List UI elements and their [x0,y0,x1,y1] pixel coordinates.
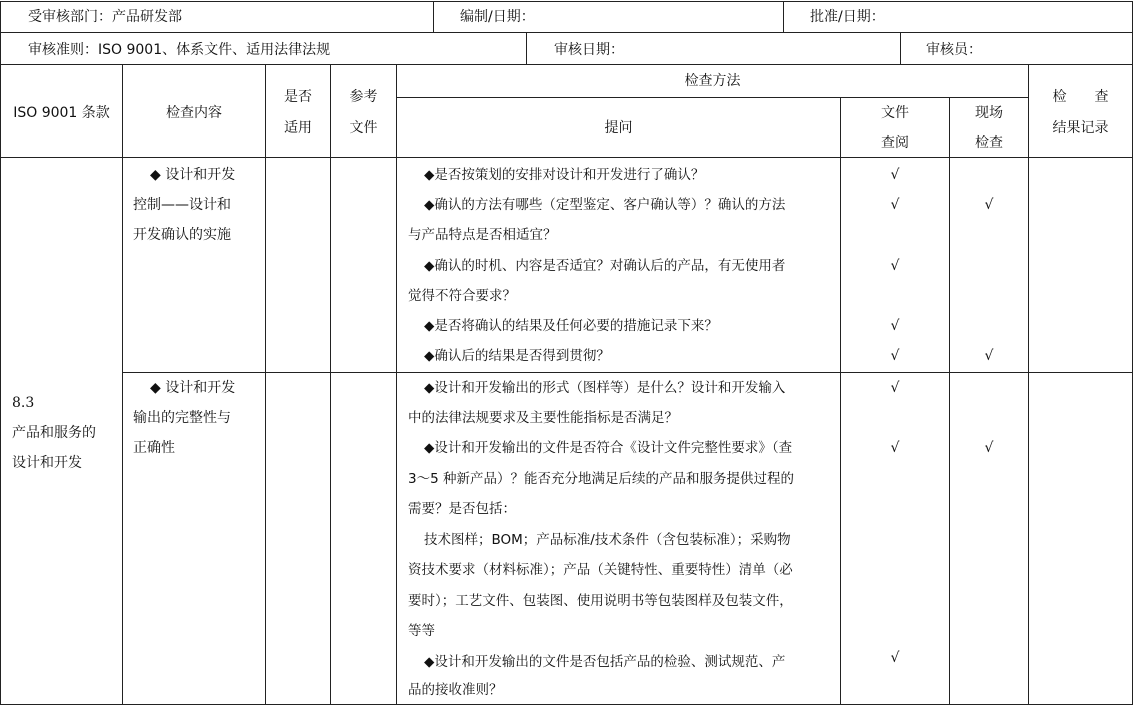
s1-q1-line1: ◆是否按策划的安排对设计和开发进行了确认？ [424,167,705,183]
col-content-header: 检查内容 [166,105,222,121]
s1-q2-doc-check: √ [890,197,900,213]
s1-q5-line1: ◆确认后的结果是否得到贯彻？ [424,348,610,364]
s2-q3-line4: 等等 [408,623,435,639]
section2-content-1: ◆ 设计和开发 [150,380,236,396]
divider-v-h1a [433,1,434,32]
s1-q2-line1: ◆确认的方法有哪些（定型鉴定、客户确认等）？确认的方法 [424,197,786,213]
s2-q3-line2: 资技术要求（材料标准）；产品（关键特性、重要特性）清单（必 [408,562,793,578]
divider-header-2 [0,64,1133,65]
col-applicable-header-1: 是否 [284,89,312,105]
divider-v-h2a [526,32,527,64]
section1-content-3: 开发确认的实施 [133,227,231,243]
col-doc-header-2: 查阅 [881,135,909,151]
s2-q1-doc-check: √ [890,380,900,396]
col-applicable-header-2: 适用 [284,120,312,136]
approve-date-label: 批准/日期： [810,9,885,25]
s2-q2-line1: ◆设计和开发输出的文件是否符合《设计文件完整性要求》（查 [424,440,793,456]
s1-q5-doc-check: √ [890,348,900,364]
col-question-header: 提问 [604,120,633,136]
s2-q2-line3: 需要？是否包括： [408,501,516,517]
col-reference-header-1: 参考 [349,89,378,105]
s1-q2-line2: 与产品特点是否相适宜？ [408,227,557,243]
s1-q4-doc-check: √ [890,318,900,334]
section1-content-1: ◆ 设计和开发 [150,167,236,183]
section1-content-2: 控制——设计和 [133,197,231,213]
divider-v-clause [122,64,123,705]
s1-q1-doc-check: √ [890,167,900,183]
divider-v-site [1028,64,1029,705]
s2-q2-line2: 3～5 种新产品）？能否充分地满足后续的产品和服务提供过程的 [408,471,794,487]
col-clause-header: ISO 9001 条款 [13,105,110,121]
col-site-header-2: 检查 [975,135,1003,151]
s1-q3-doc-check: √ [890,258,900,274]
col-result-header-1: 检 查 [1052,89,1109,105]
s2-q4-line2: 品的接收准则？ [408,682,503,698]
auditor-label: 审核员： [926,42,982,58]
s1-q3-line1: ◆确认的时机、内容是否适宜？对确认后的产品，有无使用者 [424,258,786,274]
s2-q1-line1: ◆设计和开发输出的形式（图样等）是什么？设计和开发输入 [424,380,786,396]
editor-date-label: 编制/日期： [460,9,535,25]
clause-title-2: 设计和开发 [12,455,82,471]
col-site-header-1: 现场 [975,105,1003,121]
section2-content-2: 输出的完整性与 [133,410,231,426]
s2-q4-doc-check: √ [890,650,900,666]
col-method-header: 检查方法 [684,73,741,89]
divider-v-reference [396,64,397,705]
col-reference-header-2: 文件 [349,120,378,136]
s1-q2-site-check: √ [984,197,994,213]
s2-q2-doc-check: √ [890,440,900,456]
divider-v-doc [949,97,950,705]
clause-title-1: 产品和服务的 [12,425,96,441]
criteria-label: 审核准则：ISO 9001、体系文件、适用法律法规 [28,42,331,58]
divider-v-applicable [330,64,331,705]
s2-q1-line2: 中的法律法规要求及主要性能指标是否满足？ [408,410,678,426]
s2-q4-line1: ◆设计和开发输出的文件是否包括产品的检验、测试规范、产 [424,654,786,670]
col-doc-header-1: 文件 [881,105,909,121]
divider-v-h2b [900,32,901,64]
s1-q5-site-check: √ [984,348,994,364]
divider-v-h1b [783,1,784,32]
s2-q2-site-check: √ [984,440,994,456]
audit-date-label: 审核日期： [554,42,624,58]
s1-q4-line1: ◆是否将确认的结果及任何必要的措施记录下来？ [424,318,718,334]
s1-q3-line2: 觉得不符合要求？ [408,288,516,304]
s2-q3-line1: 技术图样；BOM；产品标准/技术条件（含包装标准）；采购物 [424,532,791,548]
col-result-header-2: 结果记录 [1052,120,1109,136]
section2-content-3: 正确性 [133,440,175,456]
s2-q3-line3: 要时）；工艺文件、包装图、使用说明书等包装图样及包装文件， [408,593,793,609]
clause-number: 8.3 [12,395,35,411]
department-label: 受审核部门：产品研发部 [28,9,182,25]
divider-v-content [265,64,266,705]
